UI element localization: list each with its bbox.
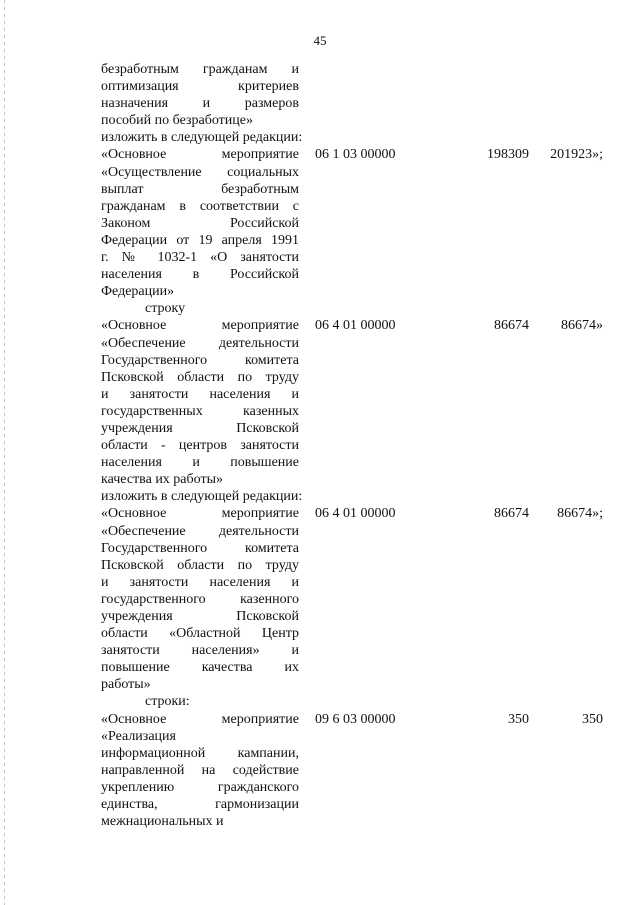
budget-code: 06 4 01 00000 — [315, 318, 396, 334]
description-line: учреждения Псковской — [101, 609, 299, 624]
instruction-text: изложить в следующей редакции: — [101, 130, 303, 146]
document-content — [101, 61, 621, 830]
description-line: назначения и размеров — [101, 96, 299, 112]
description-line: единства, гармонизации — [101, 797, 299, 813]
description-line: г. № 1032-1 «О занятости — [101, 250, 299, 266]
description-line: «Основное мероприятие — [101, 318, 299, 334]
description-line: Государственного комитета — [101, 352, 299, 368]
description-line: Псковской области по труду — [101, 557, 299, 573]
instruction-text: строку — [145, 301, 186, 317]
amount-year-1: 86674 — [494, 506, 529, 522]
row-description — [101, 505, 299, 693]
table-row — [101, 317, 621, 488]
row-description — [101, 61, 299, 129]
description-line: безработным гражданам и — [101, 62, 299, 77]
description-line: Государственного комитета — [101, 540, 299, 556]
amount-year-2: 350 — [582, 711, 603, 727]
description-line: «Обеспечение деятельности — [101, 335, 299, 351]
description-line: гражданам в соответствии с — [101, 198, 299, 214]
description-line: Псковской области по труду — [101, 369, 299, 385]
amount-year-2: 86674»; — [557, 506, 603, 522]
amount-year-2: 201923»; — [550, 147, 603, 163]
description-line: области - центров занятости — [101, 438, 299, 454]
description-line: населения в Российской — [101, 267, 299, 283]
description-line: Законом Российской — [101, 215, 299, 231]
row-description — [101, 711, 299, 831]
description-line: Федерации от 19 апреля 1991 — [101, 232, 299, 248]
description-line: Федерации» — [101, 284, 175, 300]
amount-year-1: 198309 — [487, 147, 529, 163]
description-line: области «Областной Центр — [101, 626, 299, 642]
description-line: «Основное мероприятие — [101, 506, 299, 522]
description-line: пособий по безработице» — [101, 113, 253, 129]
description-line: работы» — [101, 677, 151, 693]
description-line: «Обеспечение деятельности — [101, 523, 299, 539]
instruction-text: изложить в следующей редакции: — [101, 489, 303, 505]
description-line: и занятости населения и — [101, 386, 299, 402]
description-line: выплат безработным — [101, 181, 299, 197]
description-line: информационной кампании, — [101, 745, 299, 761]
table-row — [101, 61, 621, 129]
description-line: качества их работы» — [101, 472, 223, 488]
scan-edge — [4, 0, 5, 905]
description-line: «Основное мероприятие — [101, 711, 299, 727]
row-description — [101, 317, 299, 488]
description-line: населения и повышение — [101, 455, 299, 471]
description-line: повышение качества их — [101, 660, 299, 676]
page-number: 45 — [313, 33, 327, 48]
description-line: государственного казенного — [101, 591, 299, 607]
budget-code: 09 6 03 00000 — [315, 711, 396, 727]
amount-year-2: 86674» — [561, 318, 603, 334]
amount-year-1: 350 — [508, 711, 529, 727]
description-line: «Реализация — [101, 728, 176, 744]
description-line: направленной на содействие — [101, 762, 299, 778]
description-line: «Осуществление социальных — [101, 164, 299, 180]
description-line: и занятости населения и — [101, 574, 299, 590]
row-description — [101, 146, 299, 300]
description-line: занятости населения» и — [101, 643, 299, 659]
budget-code: 06 1 03 00000 — [315, 147, 396, 163]
description-line: межнациональных и — [101, 814, 224, 830]
description-line: укреплению гражданского — [101, 779, 299, 795]
instruction-text: строки: — [145, 694, 190, 710]
budget-code: 06 4 01 00000 — [315, 506, 396, 522]
table-row — [101, 146, 621, 300]
table-row — [101, 711, 621, 831]
table-row — [101, 505, 621, 693]
description-line: оптимизация критериев — [101, 79, 299, 95]
amount-year-1: 86674 — [494, 318, 529, 334]
description-line: государственных казенных — [101, 403, 299, 419]
description-line: «Основное мероприятие — [101, 147, 299, 163]
description-line: учреждения Псковской — [101, 420, 299, 436]
